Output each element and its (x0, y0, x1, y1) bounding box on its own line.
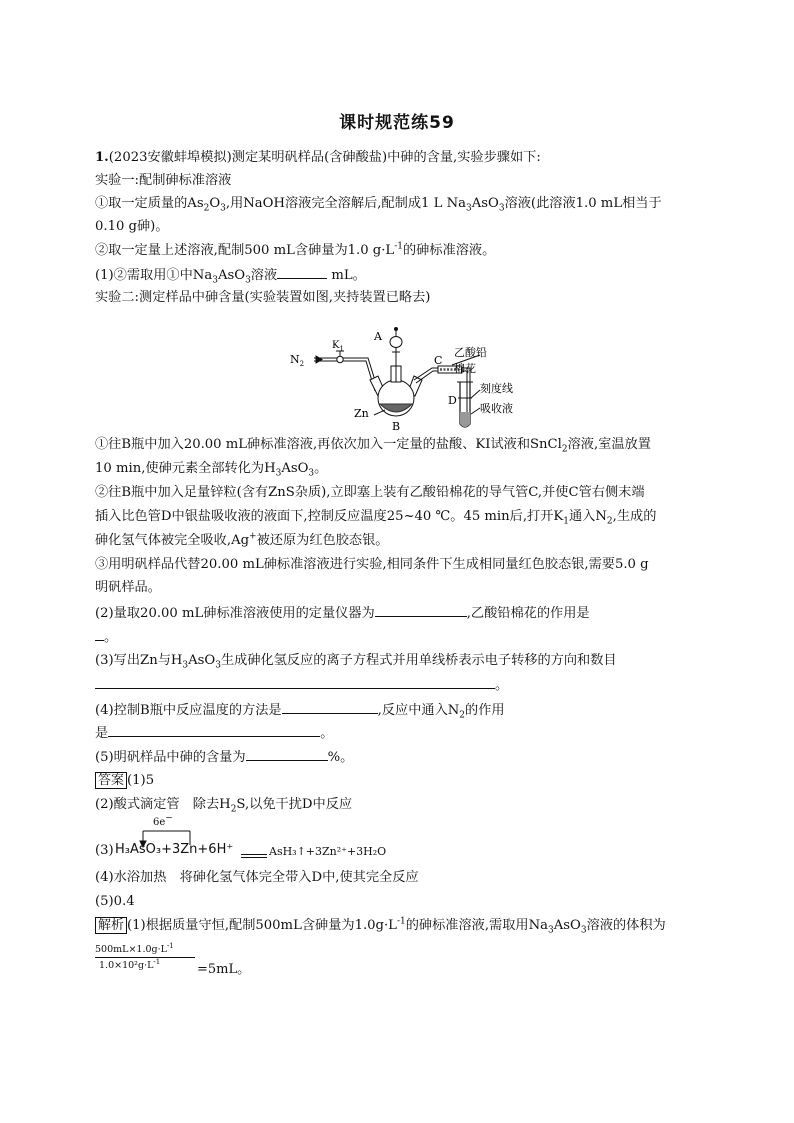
answer-5: (5)0.4 (95, 894, 135, 909)
equals-sign (241, 854, 267, 855)
sub-question-3-cont: 。 (95, 675, 508, 696)
answer-2: (2)酸式滴定管 除去$H_2S$,以免干扰D中反应 (95, 797, 353, 815)
sub-question-2: (2)量取20.00 mL砷标准溶液使用的定量仪器为 ,乙酸铅棉花的作用是 (95, 603, 590, 624)
fraction-numerator: $500mL\times 1.0g\cdot L^{-1}$ (95, 941, 174, 955)
label-k1: $K_1$ (332, 340, 344, 353)
exp1-step2: ②取一定量上述溶液,配制500 mL含砷量为1.0 $g\cdot L^{-1}$的砷标准溶液。 (95, 241, 496, 258)
sub-question-4-cont: 是 。 (95, 723, 333, 744)
label-c: C (434, 354, 443, 367)
answer-3: (3) 6e− H₃AsO₃+3Zn+6H⁺ AsH₃↑+3Zn²⁺+3H₂O (95, 813, 387, 858)
sub-question-2-cont: 。 (95, 627, 117, 648)
label-n2: $N_2$ (290, 353, 305, 368)
answer-blank[interactable] (108, 723, 320, 737)
label-cotton: 棉花 (454, 362, 476, 375)
label-lead-acetate: 乙酸铅 (454, 346, 487, 359)
exp2-step2-cont2: 砷化氢气体被完全吸收,Ag+被还原为红色胶态银。 (95, 531, 389, 548)
answer-blank[interactable] (246, 747, 328, 761)
exp2-step2: ②往B瓶中加入足量锌粒(含有ZnS杂质),立即塞上装有乙酸铅棉花的导气管C,并使C管右侧末端 (95, 485, 645, 500)
answer-blank[interactable] (277, 265, 327, 279)
electron-transfer-label: 6e− (153, 813, 173, 828)
equation-right: AsH₃↑+3Zn²⁺+3H₂O (269, 845, 387, 858)
equation-left: H₃AsO₃+3Zn+6H⁺ (115, 842, 234, 857)
label-a: A (374, 330, 382, 343)
exp1-step1-cont: 0.10 g砷)。 (95, 219, 169, 234)
page-title: 课时规范练59 (339, 113, 455, 133)
answer-4: (4)水浴加热 将砷化氢气体完全带入D中,使其完全反应 (95, 870, 419, 885)
label-d: D (448, 394, 457, 407)
fraction-bar (95, 957, 195, 958)
exp2-step1: ①往B瓶中加入20.00 mL砷标准溶液,再依次加入一定量的盐酸、KI试液和SnCl$_2$溶液,室温放置 (95, 437, 651, 455)
answer-tag: 答案 (95, 772, 127, 789)
analysis-text: 解析 (1)根据质量守恒,配制500mL含砷量为$1.0g\cdot L^{-1}$的砷标准溶液,需取用$Na_3AsO_3$溶液的体积为 (95, 916, 666, 936)
exp2-step1-cont: 10 min,使砷元素全部转化为$H_3AsO_3$。 (95, 461, 328, 479)
fraction-result: =5mL。 (197, 962, 251, 977)
label-b: B (392, 420, 401, 430)
answer-1: 答案 (1)5 (95, 771, 154, 791)
exp1-title: 实验一:配制砷标准溶液 (95, 173, 232, 188)
exp2-title: 实验二:测定样品中砷含量(实验装置如图,夹持装置已略去) (95, 290, 431, 305)
apparatus-diagram (290, 320, 530, 430)
sub-question-5: (5)明矾样品中砷的含量为 %。 (95, 747, 353, 768)
sub-question-1: (1)②需取用①中$Na_3AsO_3$溶液 mL。 (95, 265, 366, 286)
sub-question-4: (4)控制B瓶中反应温度的方法是 ,反应中通入$N_2$的作用 (95, 700, 505, 721)
answer-blank[interactable] (95, 627, 104, 641)
label-zn: Zn (354, 407, 369, 420)
label-scale-line: 刻度线 (480, 382, 513, 395)
answer-blank[interactable] (282, 700, 378, 714)
answer-blank[interactable] (375, 603, 467, 617)
exp2-step3: ③用明矾样品代替20.00 mL砷标准溶液进行实验,相同条件下生成相同量红色胶态银,需要5.0 g (95, 557, 649, 572)
equals-sign-2 (241, 857, 267, 858)
fraction-denominator: $1.0\times 10^2g\cdot L^{-1}$ (99, 957, 161, 971)
label-absorbent: 吸收液 (480, 402, 513, 415)
exp2-step2-cont: 插入比色管D中银盐吸收液的液面下,控制反应温度25~40 ℃。45 min后,打开$K_1$通入$N_2$,生成的 (95, 509, 657, 527)
answer-blank[interactable] (95, 675, 495, 689)
exp1-step1: ①取一定质量的$As_2O_3$,用NaOH溶液完全溶解后,配制成1 L $Na_3AsO_3$溶液(此溶液1.0 mL相当于 (95, 196, 662, 214)
q1-intro: 1.(2023安徽蚌埠模拟)测定某明矾样品(含砷酸盐)中砷的含量,实验步骤如下: (95, 150, 541, 165)
analysis-tag: 解析 (95, 917, 127, 934)
sub-question-3: (3)写出Zn与$H_3AsO_3$生成砷化氢反应的离子方程式并用单线桥表示电子转移的方向和数目 (95, 653, 617, 671)
exp2-step3-cont: 明矾样品。 (95, 580, 161, 595)
